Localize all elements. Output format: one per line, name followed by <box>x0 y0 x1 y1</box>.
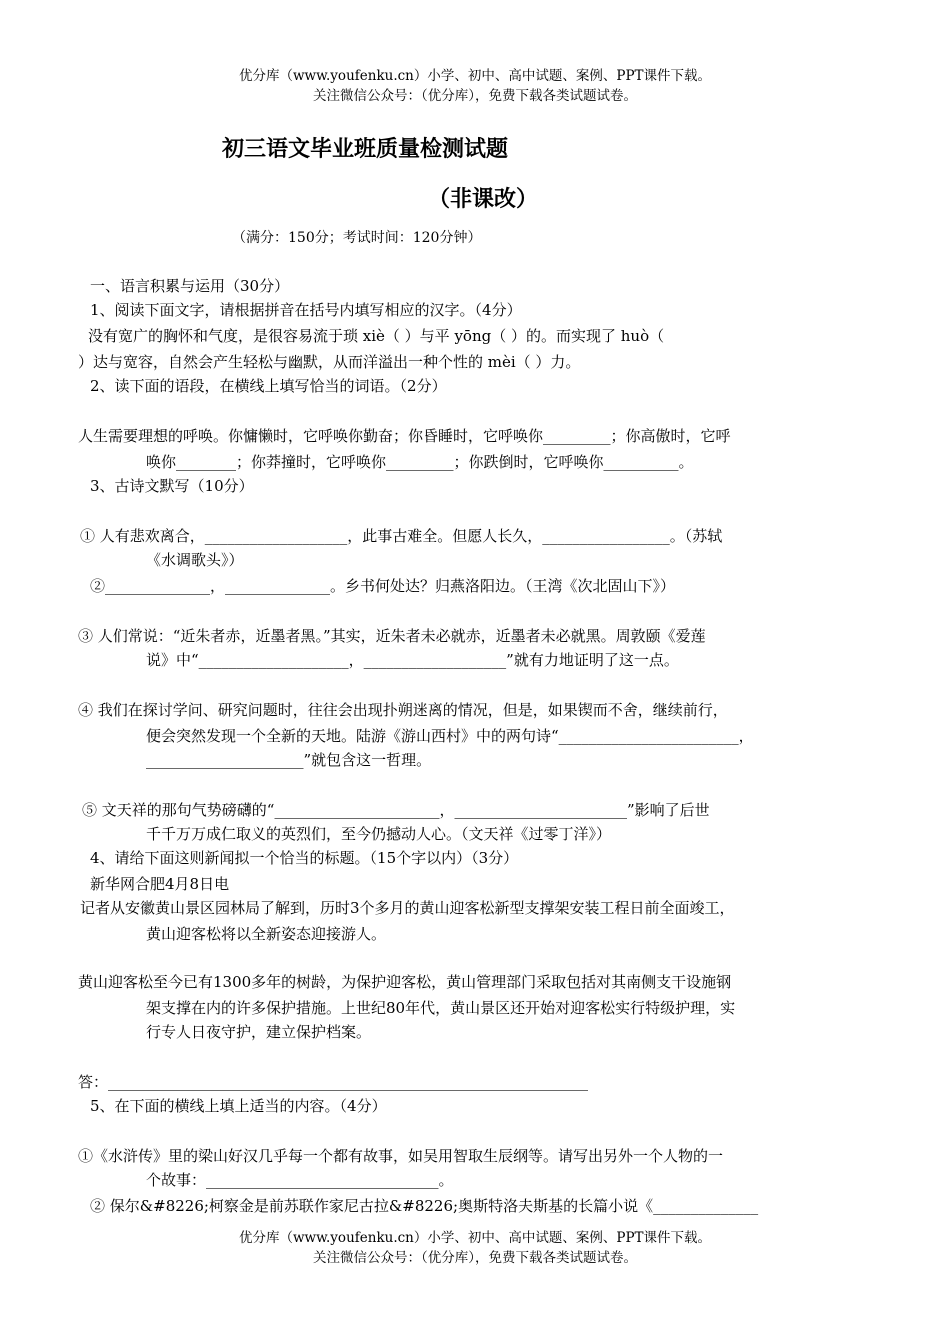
question-3-item: ③ 人们常说：“近朱者赤，近墨者黑。”其实，近朱者未必就赤，近墨者未必就黑。周敦颐《爱莲 <box>78 627 706 645</box>
question-3-item: 便会突然发现一个全新的天地。陆游《游山西村》中的两句诗“________________________， <box>146 727 754 745</box>
news-paragraph: 行专人日夜守护，建立保护档案。 <box>146 1023 372 1041</box>
exam-subtitle: （非课改） <box>428 187 539 212</box>
question-1-prompt: 1、阅读下面文字，请根据拼音在括号内填写相应的汉字。（4分） <box>90 301 522 319</box>
header-line-2: 关注微信公众号：（优分库），免费下载各类试题试卷。 <box>313 88 637 104</box>
exam-meta: （满分：150分；考试时间：120分钟） <box>232 230 482 246</box>
question-3-prompt: 3、古诗文默写（10分） <box>90 477 254 495</box>
question-2-prompt: 2、读下面的语段，在横线上填写恰当的词语。（2分） <box>90 377 447 395</box>
question-2-text: 唤你________；你莽撞时，它呼唤你_________；你跌倒时，它呼唤你__________。 <box>146 453 694 471</box>
question-1-text: 没有宽广的胸怀和气度，是很容易流于琐 xiè（ ）与平 yōng（ ）的。而实现了 huò（ <box>88 327 665 345</box>
question-2-text: 人生需要理想的呼唤。你慵懒时，它呼唤你勤奋；你昏睡时，它呼唤你_________；你高傲时，它呼 <box>78 427 731 445</box>
question-3-item: ① 人有悲欢离合，___________________，此事古难全。但愿人长久，_________________。（苏轼 <box>80 527 723 545</box>
question-3-item: 《水调歌头》） <box>146 551 244 569</box>
question-5-prompt: 5、在下面的横线上填上适当的内容。（4分） <box>90 1097 387 1115</box>
question-3-item: _____________________”就包含这一哲理。 <box>146 751 432 769</box>
answer-line: 答：________________________________________________________________ <box>78 1073 589 1091</box>
news-paragraph: 记者从安徽黄山景区园林局了解到，历时3个多月的黄山迎客松新型支撑架安装工程日前全面竣工， <box>80 899 735 917</box>
question-3-item: 说》中“____________________，___________________”就有力地证明了这一点。 <box>146 651 679 669</box>
exam-title: 初三语文毕业班质量检测试题 <box>222 137 509 162</box>
question-3-item: ②______________，______________。乡书何处达？归燕洛阳边。（王湾《次北固山下》） <box>90 577 676 595</box>
news-paragraph: 架支撑在内的许多保护措施。上世纪80年代，黄山景区还开始对迎客松实行特级护理，实 <box>146 999 736 1017</box>
header-line-1: 优分库（www.youfenku.cn）小学、初中、高中试题、案例、PPT课件下载。 <box>238 68 712 84</box>
question-3-item: ④ 我们在探讨学问、研究问题时，往往会出现扑朔迷离的情况，但是，如果锲而不舍，继续前行， <box>78 701 728 719</box>
footer-line-2: 关注微信公众号：（优分库），免费下载各类试题试卷。 <box>313 1250 637 1266</box>
footer-line-1: 优分库（www.youfenku.cn）小学、初中、高中试题、案例、PPT课件下载。 <box>238 1230 712 1246</box>
question-4-prompt: 4、请给下面这则新闻拟一个恰当的标题。（15个字以内）（3分） <box>90 849 519 867</box>
news-paragraph: 黄山迎客松将以全新姿态迎接游人。 <box>146 925 387 943</box>
section-heading: 一、语言积累与运用（30分） <box>90 277 290 295</box>
question-5-item: ①《水浒传》里的梁山好汉几乎每一个都有故事，如吴用智取生辰纲等。请写出另外一个人物的一 <box>78 1147 724 1165</box>
question-5-item: ② 保尔&#8226;柯察金是前苏联作家尼古拉&#8226;奥斯特洛夫斯基的长篇小说《______________ <box>90 1197 759 1215</box>
question-3-item: ⑤ 文天祥的那句气势磅礴的“______________________，_______________________”影响了后世 <box>82 801 710 819</box>
question-1-text: ）达与宽容，自然会产生轻松与幽默，从而洋溢出一种个性的 mèi（ ）力。 <box>78 353 581 371</box>
news-dateline: 新华网合肥4月8日电 <box>90 875 230 893</box>
question-3-item: 千千万万成仁取义的英烈们，至今仍撼动人心。（文天祥《过零丁洋》） <box>146 825 612 843</box>
question-5-item: 个故事：_______________________________。 <box>146 1171 454 1189</box>
news-paragraph: 黄山迎客松至今已有1300多年的树龄，为保护迎客松，黄山管理部门采取包括对其南侧支干设施钢 <box>78 973 732 991</box>
